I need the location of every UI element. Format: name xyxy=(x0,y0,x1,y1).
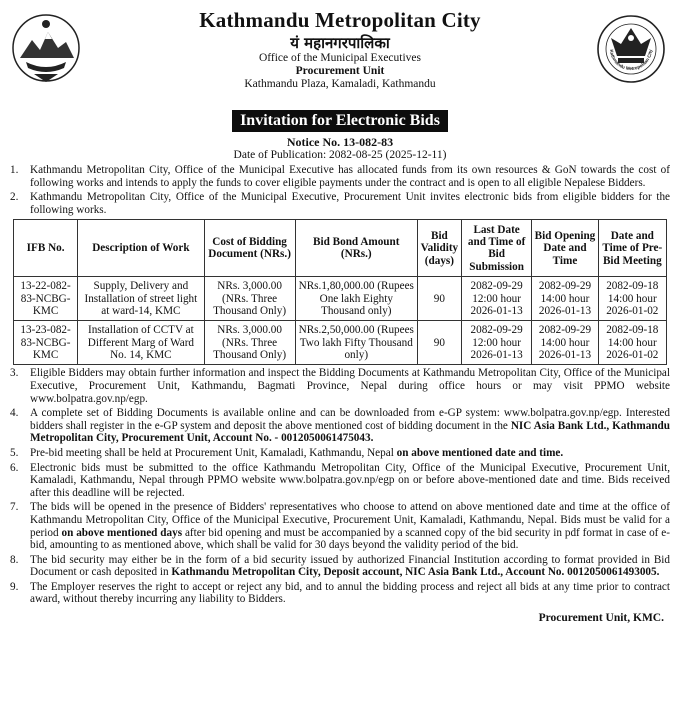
item-text-bold: on above mentioned date and time. xyxy=(396,446,564,459)
item-number: 2. xyxy=(10,191,19,204)
cell-cost: NRs. 3,000.00 (NRs. Three Thousand Only) xyxy=(204,321,295,365)
item-number: 4. xyxy=(10,407,19,420)
item-text-plain: Pre-bid meeting shall be held at Procurement Unit, Kamaladi, Kathmandu, Nepal xyxy=(30,446,397,459)
bids-table xyxy=(13,219,667,365)
table-row xyxy=(14,321,667,365)
nepal-emblem-icon xyxy=(12,12,80,84)
cell-ifb: 13-22-082-83-NCBG-KMC xyxy=(14,277,78,321)
item-text-plain: A complete set of Bidding Documents is available online and can be downloaded from e-GP system: www.bolpatra.gov.np/egp. Interested bidders shall register in the e-GP system and deposit the above mentioned cost of bidding document in the xyxy=(30,407,670,432)
header xyxy=(10,8,670,104)
list-item xyxy=(10,554,670,579)
list-item xyxy=(10,407,670,445)
list-item xyxy=(10,501,670,551)
cell-bid-bond: NRs.1,80,000.00 (Rupees One lakh Eighty Thousand only) xyxy=(295,277,417,321)
cell-last-date: 2082-09-29 12:00 hour 2026-01-13 xyxy=(461,321,531,365)
item-text-bold: on above mentioned days xyxy=(61,526,183,539)
city-name-nepali: यं महानगरपालिका xyxy=(290,34,390,52)
item-text-plain: The bids will be opened in the presence of Bidders' representatives who choose to attend on above mentioned date and time at the office of Kathmandu Metropolitan City, Office of the Municipal Executive, Procurement Unit, Kamaladi, Kathmandu, Nepal. Bids must be valid for a period xyxy=(30,501,670,539)
item-text: Kathmandu Metropolitan City, Office of the Municipal Executive, Procurement Unit invites electronic bids from eligible bidders for the following works. xyxy=(30,191,670,216)
cell-opening: 2082-09-29 14:00 hour 2026-01-13 xyxy=(532,277,598,321)
cell-validity: 90 xyxy=(417,321,461,365)
item-text xyxy=(30,407,670,445)
list-item xyxy=(10,367,670,405)
table-row xyxy=(14,277,667,321)
seal-text: Kathmandu Metropolitan City xyxy=(608,49,654,72)
item-text: The Employer reserves the right to accept or reject any bid, and to annul the bidding process and reject all bids at any time prior to contract award, without thereby incurring any liability to Bidders. xyxy=(30,580,670,606)
cell-opening: 2082-09-29 14:00 hour 2026-01-13 xyxy=(532,321,598,365)
cell-last-date: 2082-09-29 12:00 hour 2026-01-13 xyxy=(461,277,531,321)
signature-footer: Procurement Unit, KMC. xyxy=(538,612,664,625)
notice-number: Notice No. 13-082-83 xyxy=(286,135,394,149)
cell-prebid: 2082-09-18 14:00 hour 2026-01-02 xyxy=(598,321,666,365)
item-number: 6. xyxy=(10,461,19,474)
office-address: Kathmandu Plaza, Kamaladi, Kathmandu xyxy=(244,78,436,90)
city-name: Kathmandu Metropolitan City xyxy=(199,8,481,32)
cell-validity: 90 xyxy=(417,277,461,321)
banner-wrap xyxy=(10,110,670,132)
cell-prebid: 2082-09-18 14:00 hour 2026-01-02 xyxy=(598,277,666,321)
unit-name: Procurement Unit xyxy=(295,65,385,77)
cell-cost: NRs. 3,000.00 (NRs. Three Thousand Only) xyxy=(204,277,295,321)
list-item xyxy=(10,164,670,189)
item-number: 8. xyxy=(10,553,19,566)
deposit-account-text: Kathmandu Metropolitan City, Deposit account, NIC Asia Bank Ltd., Account No. 0012050061493005. xyxy=(171,566,660,579)
item-number: 5. xyxy=(10,446,19,459)
item-number: 1. xyxy=(10,164,19,176)
item-text: Kathmandu Metropolitan City, Office of the Municipal Executive has allocated funds from its own resources & GoN towards the cost of following works and intends to apply the funds to cover eligible payments under the contract and is open to all eligible Nepalese Bidders. xyxy=(30,164,670,189)
col-cost: Cost of Bidding Document (NRs.) xyxy=(204,220,295,277)
col-last-date: Last Date and Time of Bid Submission xyxy=(461,220,531,277)
item-text xyxy=(30,501,670,551)
cell-bid-bond: NRs.2,50,000.00 (Rupees Two lakh Fifty Thousand only) xyxy=(295,321,417,365)
col-description: Description of Work xyxy=(78,220,204,277)
publication-date: Date of Publication: 2082-08-25 (2025-12-11) xyxy=(233,149,447,161)
bank-account-text: NIC Asia Bank Ltd., Kathmandu Metropolitan City, Procurement Unit, Account No. - 0012050061475043. xyxy=(30,419,670,445)
col-ifb: IFB No. xyxy=(14,220,78,277)
item-text-plain: The bid security may either be in the form of a bid security issued by authorized Financial Institution according to format provided in Bid Document or cash deposited in xyxy=(30,553,670,579)
item-text: Eligible Bidders may obtain further information and inspect the Bidding Documents at Kathmandu Metropolitan City, Office of the Municipal Executive, Procurement Unit, Kathmandu, Bagmati Province, Nepal during office hours or may visit PPMO website www.bolpatra.gov.np/egp. xyxy=(30,367,670,405)
list-item xyxy=(10,581,670,606)
item-number: 9. xyxy=(10,580,19,593)
col-bid-bond: Bid Bond Amount (NRs.) xyxy=(295,220,417,277)
col-opening: Bid Opening Date and Time xyxy=(532,220,598,277)
item-text xyxy=(30,554,670,579)
cell-description: Supply, Delivery and Installation of street light at ward-14, KMC xyxy=(78,277,204,321)
cell-description: Installation of CCTV at Different Marg of Ward No. 14, KMC xyxy=(78,321,204,365)
col-validity: Bid Validity (days) xyxy=(417,220,461,277)
list-item xyxy=(10,447,670,460)
item-text-plain: after bid opening and must be accompanied by a scanned copy of the bid security in pdf format in case of e-bid, amounting to as mentioned above, which shall be valid for 30 days beyond the validity period of the bid. xyxy=(30,526,670,552)
cell-ifb: 13-23-082-83-NCBG-KMC xyxy=(14,321,78,365)
office-name: Office of the Municipal Executives xyxy=(258,52,421,64)
item-text xyxy=(30,447,670,460)
item-text: Electronic bids must be submitted to the office Kathmandu Metropolitan City, Office of the Municipal Executive, Procurement Unit, Kamaladi, Kathmandu, Nepal through PPMO website www.bolpatra.gov.np/egp on or before above-mentioned date and time. Bids received after this deadline will be rejected. xyxy=(30,461,670,499)
item-number: 7. xyxy=(10,501,19,514)
col-prebid: Date and Time of Pre-Bid Meeting xyxy=(598,220,666,277)
list-item xyxy=(10,462,670,500)
table-header-row xyxy=(14,220,667,277)
invitation-banner: Invitation for Electronic Bids xyxy=(232,110,448,132)
kmc-seal-icon xyxy=(596,14,666,84)
item-number: 3. xyxy=(10,367,19,380)
list-item xyxy=(10,191,670,216)
